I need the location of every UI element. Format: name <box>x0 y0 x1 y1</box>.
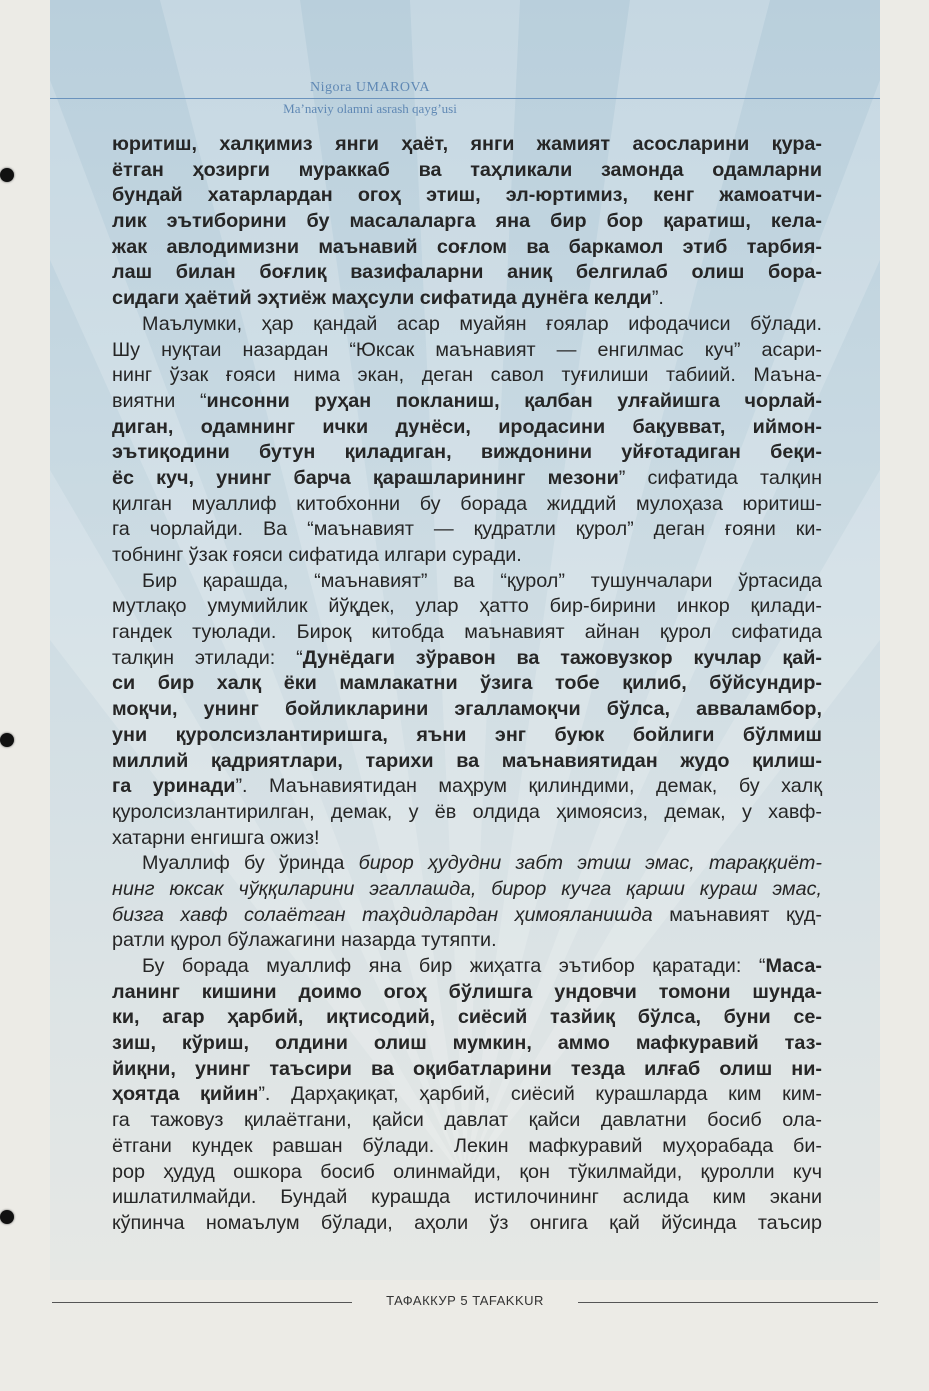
text-run: Муаллиф бу ўринда <box>142 852 359 875</box>
text-run: кўпинча номаълум бўлади, аҳоли ўз онгига қай йўсинда таъсир <box>112 1211 822 1234</box>
article-body <box>112 132 822 1237</box>
binder-hole <box>0 168 14 182</box>
text-line <box>112 594 822 620</box>
text-run: миллий қадриятлари, тарихи ва маънавиятидан жудо қилиш- <box>112 749 822 772</box>
text-run: Бир қарашда, “маънавият” ва “қурол” тушунчалари ўртасида <box>142 569 822 592</box>
text-line <box>112 928 822 954</box>
text-run: хатарни енгишга ожиз! <box>112 826 320 849</box>
text-line <box>112 1108 822 1134</box>
text-line <box>112 260 822 286</box>
text-run: инсонни руҳан покланиш, қалбан улғайишга чорлай- <box>206 389 823 412</box>
text-run: ”. Маънавиятидан маҳрум қилиндими, демак, бу халқ <box>235 775 823 798</box>
text-run: талқин этилади: “ <box>112 646 303 669</box>
text-run: лик эътиборини бу масалаларга яна бир бор қаратиш, кела- <box>112 210 822 233</box>
text-line <box>112 954 822 980</box>
text-run: ишлатилмайди. Бундай курашда истилочининг аслида ким экани <box>112 1186 822 1209</box>
text-run: га тажовуз қилаётгани, қайси давлат қайси давлатни босиб ола- <box>112 1109 822 1132</box>
text-run: ратли қурол бўлажагини назарда тутяпти. <box>112 929 497 952</box>
text-run: мутлақо умумийлик йўқдек, улар ҳатто бир-бирини инкор қилади- <box>112 595 822 618</box>
text-run: ётгани кундек равшан бўлади. Лекин мафкуравий муҳорабада би- <box>112 1134 822 1157</box>
text-run: си бир халқ ёки мамлакатни ўзига тобе қилиб, бўйсундир- <box>112 672 822 695</box>
text-run: Бу борада муаллиф яна бир жиҳатга эътибор қаратади: “ <box>142 955 766 977</box>
text-run: ”. <box>651 287 664 310</box>
text-run: нинг ўзак ғояси нима экан, деган савол туғилиши табиий. Маъна- <box>112 364 822 387</box>
text-run: Дунёдаги зўравон ва тажовузкор кучлар қай- <box>302 646 822 669</box>
text-run: сидаги ҳаётий эҳтиёж маҳсули сифатида дунёга келди <box>112 287 652 310</box>
text-line <box>112 903 822 929</box>
text-run: маънавият қуд- <box>652 903 822 926</box>
text-run: Маълумки, ҳар қандай асар муайян ғоялар ифодачиси бўлади. <box>142 312 822 335</box>
text-line <box>112 774 822 800</box>
text-line <box>112 389 822 415</box>
text-run: уни қуролсизлантиришга, яъни энг буюк бойлиги бўлмиш <box>112 723 822 746</box>
binder-hole <box>0 733 14 747</box>
text-run: ётган ҳозирги мураккаб ва таҳликали замонда одамларни <box>112 158 822 181</box>
text-line <box>112 543 822 569</box>
text-line <box>112 569 822 595</box>
text-run: жак авлодимизни маънавий соғлом ва баркамол этиб тарбия- <box>112 235 822 258</box>
header-subtitle: Ma’naviy olamni asrash qayg’usi <box>283 101 457 116</box>
text-run: ҳоятда қийин <box>112 1083 259 1106</box>
text-line <box>112 877 822 903</box>
text-run: га чорлайди. Ва “маънавият — қудратли қурол” деган ғояни ки- <box>112 518 822 541</box>
header-author: Nigora UMAROVA <box>310 80 430 95</box>
text-run: ки, агар ҳарбий, иқтисодий, сиёсий тазйиқ бўлса, буни се- <box>112 1006 822 1029</box>
text-run: лаш билан боғлиқ вазифаларни аниқ белгилаб олиш бора- <box>112 261 822 284</box>
text-line <box>112 183 822 209</box>
text-line <box>112 338 822 364</box>
text-line <box>112 1005 822 1031</box>
text-line <box>112 697 822 723</box>
text-line <box>112 312 822 338</box>
text-run: бирор ҳудудни забт этиш эмас, тараққиёт- <box>358 852 822 875</box>
text-line <box>112 749 822 775</box>
text-line <box>112 620 822 646</box>
text-run: рор ҳудуд ошкора босиб олинмайди, қон тўкилмайди, қуролли куч <box>112 1160 822 1183</box>
text-run: зиш, кўриш, олдини олиш мумкин, аммо мафкуравий таз- <box>112 1032 822 1055</box>
text-run: виятни “ <box>112 389 207 412</box>
text-line <box>112 1185 822 1211</box>
text-run: Шу нуқтаи назардан “Юксак маънавият — енгилмас куч” асари- <box>112 338 822 361</box>
text-run: бизга хавф солаётган таҳдидлардан ҳимояланишда <box>112 903 653 926</box>
text-line <box>112 492 822 518</box>
text-line <box>112 723 822 749</box>
text-line <box>112 132 822 158</box>
text-line <box>112 826 822 852</box>
header-rule <box>50 98 880 99</box>
binder-hole <box>0 1210 14 1224</box>
text-run: ёс куч, унинг барча қарашларининг мезони <box>112 466 619 489</box>
text-run: нинг юксак чўққиларини эгаллашда, бирор кучга қарши кураш эмас, <box>112 877 822 900</box>
text-run: эътиқодини бутун қиладиган, виждонини уйғотадиган беқи- <box>112 441 822 464</box>
text-line <box>112 363 822 389</box>
text-run: ланинг кишини доимо огоҳ бўлишга ундовчи томони шунда- <box>112 980 822 1003</box>
text-line <box>112 517 822 543</box>
text-line <box>112 440 822 466</box>
text-line <box>112 671 822 697</box>
text-line <box>112 1134 822 1160</box>
text-run: ”. Дарҳақиқат, ҳарбий, сиёсий курашларда ким ким- <box>258 1083 822 1106</box>
text-line <box>112 980 822 1006</box>
text-line <box>112 1057 822 1083</box>
text-run: ” сифатида талқин <box>618 466 822 489</box>
text-line <box>112 415 822 441</box>
text-line <box>112 646 822 672</box>
footer-label: ТАФАККУР 5 TAFAKKUR <box>386 1293 544 1308</box>
text-run: моқчи, унинг бойликларини эгалламоқчи бўлса, авваламбор, <box>112 698 822 721</box>
text-run: юритиш, халқимиз янги ҳаёт, янги жамият асосларини қура- <box>112 133 822 155</box>
text-line <box>112 1211 822 1237</box>
text-line <box>112 1031 822 1057</box>
text-line <box>112 800 822 826</box>
text-run: қилган муаллиф китобхонни бу борада жиддий мулоҳаза юритиш- <box>112 492 822 515</box>
text-run: Маса- <box>765 955 822 977</box>
text-line <box>112 1160 822 1186</box>
text-run: гандек туюлади. Бироқ китобда маънавият айнан қурол сифатида <box>112 621 822 644</box>
footer-rule-right <box>578 1302 878 1303</box>
text-run: диган, одамнинг ички дунёси, иродасини бақувват, иймон- <box>112 415 822 438</box>
text-line <box>112 1082 822 1108</box>
text-line <box>112 851 822 877</box>
text-run: қуролсизлантирилган, демак, у ёв олдида ҳимоясиз, демак, у хавф- <box>112 800 822 823</box>
text-line <box>112 158 822 184</box>
text-line <box>112 209 822 235</box>
text-run: га уринади <box>112 775 236 798</box>
text-run: бундай хатарлардан огоҳ этиш, эл-юртимиз, кенг жамоатчи- <box>112 184 822 207</box>
text-line <box>112 235 822 261</box>
footer-rule-left <box>52 1302 352 1303</box>
text-line <box>112 466 822 492</box>
text-line <box>112 286 822 312</box>
text-run: йиқни, унинг таъсири ва оқибатларини тезда илғаб олиш ни- <box>112 1057 822 1080</box>
text-run: тобнинг ўзак ғояси сифатида илгари суради. <box>112 544 522 566</box>
